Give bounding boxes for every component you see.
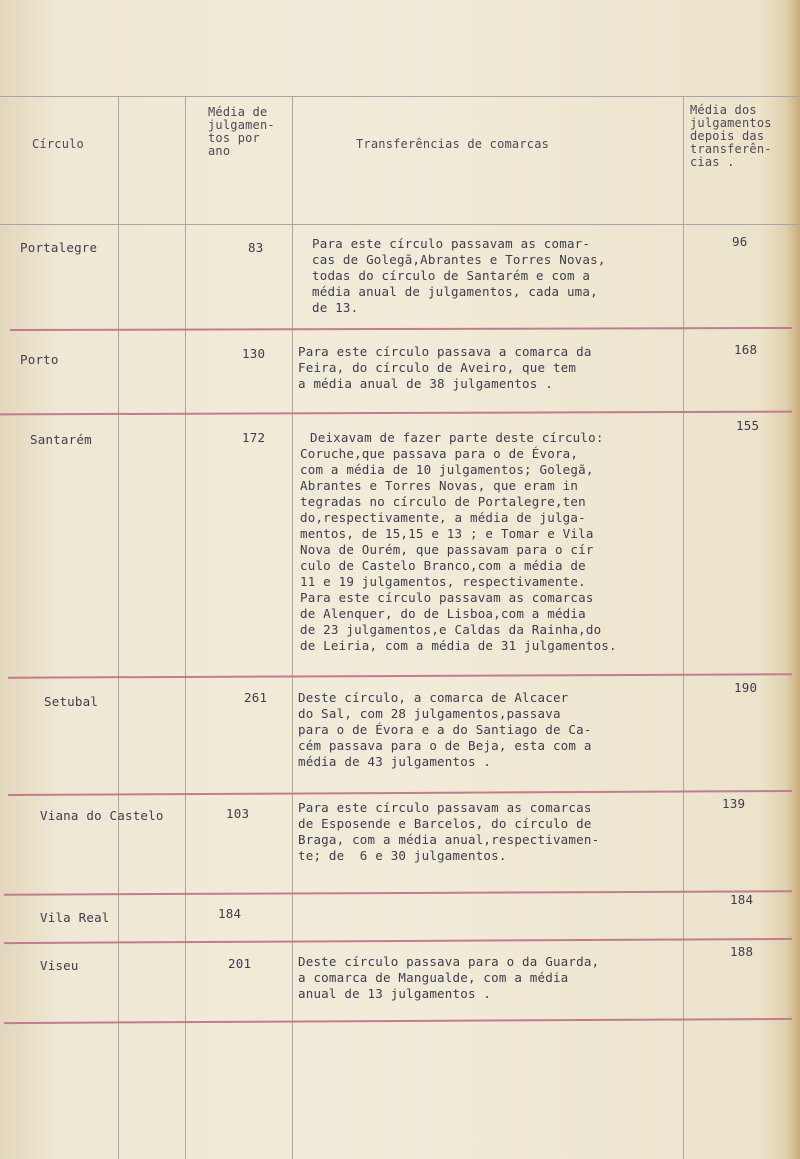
header-depois-line-3: depois das <box>690 129 765 143</box>
header-depois-line-4: transferên- <box>690 142 772 156</box>
row-transfer-line: Feira, do círculo de Aveiro, que tem <box>298 360 577 375</box>
row-transfer-line: 11 e 19 julgamentos, respectivamente. <box>300 574 586 589</box>
row-transfer-line: média anual de julgamentos, cada uma, <box>312 284 598 299</box>
row-transfer-line: Deste círculo passava para o da Guarda, <box>298 954 600 969</box>
row-transfer-line: Deste círculo, a comarca de Alcacer <box>298 690 569 705</box>
header-top-rule <box>0 96 800 97</box>
row-circulo: Viana do Castelo <box>40 808 164 823</box>
row-rule-3 <box>8 673 792 678</box>
row-transfer-line: a média anual de 38 julgamentos . <box>298 376 553 391</box>
row-transfer-line: de 23 julgamentos,e Caldas da Rainha,do <box>300 622 602 637</box>
row-depois: 155 <box>736 418 760 433</box>
row-rule-4 <box>8 790 792 796</box>
row-circulo: Setubal <box>44 694 99 709</box>
header-transferencias: Transferências de comarcas <box>356 137 550 151</box>
header-depois-line-2: julgamentos <box>690 116 772 130</box>
row-media: 201 <box>228 956 252 971</box>
row-circulo: Santarém <box>30 432 92 447</box>
row-transfer-line: te; de 6 e 30 julgamentos. <box>298 848 507 863</box>
row-media: 83 <box>248 240 264 255</box>
paper-edge-shadow <box>786 0 800 1159</box>
row-depois: 139 <box>722 796 746 811</box>
column-rule-media <box>292 96 293 1159</box>
column-rule-transferencias <box>683 96 684 1159</box>
row-depois: 184 <box>730 892 754 907</box>
row-media: 172 <box>242 430 266 445</box>
header-bottom-rule <box>0 224 800 225</box>
row-transfer-line: Nova de Ourém, que passavam para o cír <box>300 542 594 557</box>
row-transfer-line: de Esposende e Barcelos, do círculo de <box>298 816 592 831</box>
row-transfer-line: de Leiria, com a média de 31 julgamentos. <box>300 638 617 653</box>
row-circulo: Porto <box>20 352 59 367</box>
row-circulo: Viseu <box>40 958 79 973</box>
row-transfer-line: Para este círculo passava a comarca da <box>298 344 592 359</box>
row-transfer-line: Coruche,que passava para o de Évora, <box>300 446 579 461</box>
header-depois-line-5: cias . <box>690 155 735 169</box>
row-transfer-line: Para este círculo passavam as comar- <box>312 236 591 251</box>
row-transfer-line: de Alenquer, do de Lisboa,com a média <box>300 606 586 621</box>
row-depois: 168 <box>734 342 758 357</box>
row-circulo: Vila Real <box>40 910 110 925</box>
row-transfer-line: de 13. <box>312 300 359 315</box>
row-transfer-line: tegradas no círculo de Portalegre,ten <box>300 494 586 509</box>
row-media: 261 <box>244 690 268 705</box>
row-transfer-line: culo de Castelo Branco,com a média de <box>300 558 586 573</box>
header-media-line-3: tos por <box>208 131 260 145</box>
header-depois-line-1: Média dos <box>690 103 757 117</box>
row-circulo: Portalegre <box>20 240 98 255</box>
row-rule-5 <box>4 890 792 895</box>
row-transfer-line: todas do círculo de Santarém e com a <box>312 268 591 283</box>
row-transfer-line: média de 43 julgamentos . <box>298 754 492 769</box>
row-depois: 190 <box>734 680 758 695</box>
row-transfer-line: cas de Golegã,Abrantes e Torres Novas, <box>312 252 606 267</box>
row-transfer-line: Braga, com a média anual,respectivamen- <box>298 832 600 847</box>
row-media: 103 <box>226 806 250 821</box>
row-rule-6 <box>4 938 792 944</box>
header-circulo: Círculo <box>32 137 84 151</box>
row-media: 184 <box>218 906 242 921</box>
row-transfer-line: do Sal, com 28 julgamentos,passava <box>298 706 561 721</box>
row-transfer-line: cém passava para o de Beja, esta com a <box>298 738 592 753</box>
row-transfer-line: Deixavam de fazer parte deste círculo: <box>310 430 604 445</box>
row-depois: 188 <box>730 944 754 959</box>
row-transfer-line: a comarca de Mangualde, com a média <box>298 970 569 985</box>
row-transfer-line: anual de 13 julgamentos . <box>298 986 492 1001</box>
row-transfer-line: para o de Évora e a do Santiago de Ca- <box>298 722 592 737</box>
row-rule-7 <box>4 1018 792 1024</box>
column-rule-circulo <box>185 96 186 1159</box>
row-transfer-line: Para este círculo passavam as comarcas <box>298 800 592 815</box>
column-rule-left <box>118 96 119 1159</box>
header-media-line-2: julgamen- <box>208 118 275 132</box>
row-rule-1 <box>10 327 792 331</box>
row-transfer-line: com a média de 10 julgamentos; Golegã, <box>300 462 594 477</box>
row-media: 130 <box>242 346 266 361</box>
row-transfer-line: Abrantes e Torres Novas, que eram in <box>300 478 579 493</box>
row-transfer-line: mentos, de 15,15 e 13 ; e Tomar e Vila <box>300 526 594 541</box>
row-depois: 96 <box>732 234 748 249</box>
header-media-line-1: Média de <box>208 105 268 119</box>
row-transfer-line: do,respectivamente, a média de julga- <box>300 510 586 525</box>
row-transfer-line: Para este círculo passavam as comarcas <box>300 590 594 605</box>
header-media-line-4: ano <box>208 144 231 158</box>
